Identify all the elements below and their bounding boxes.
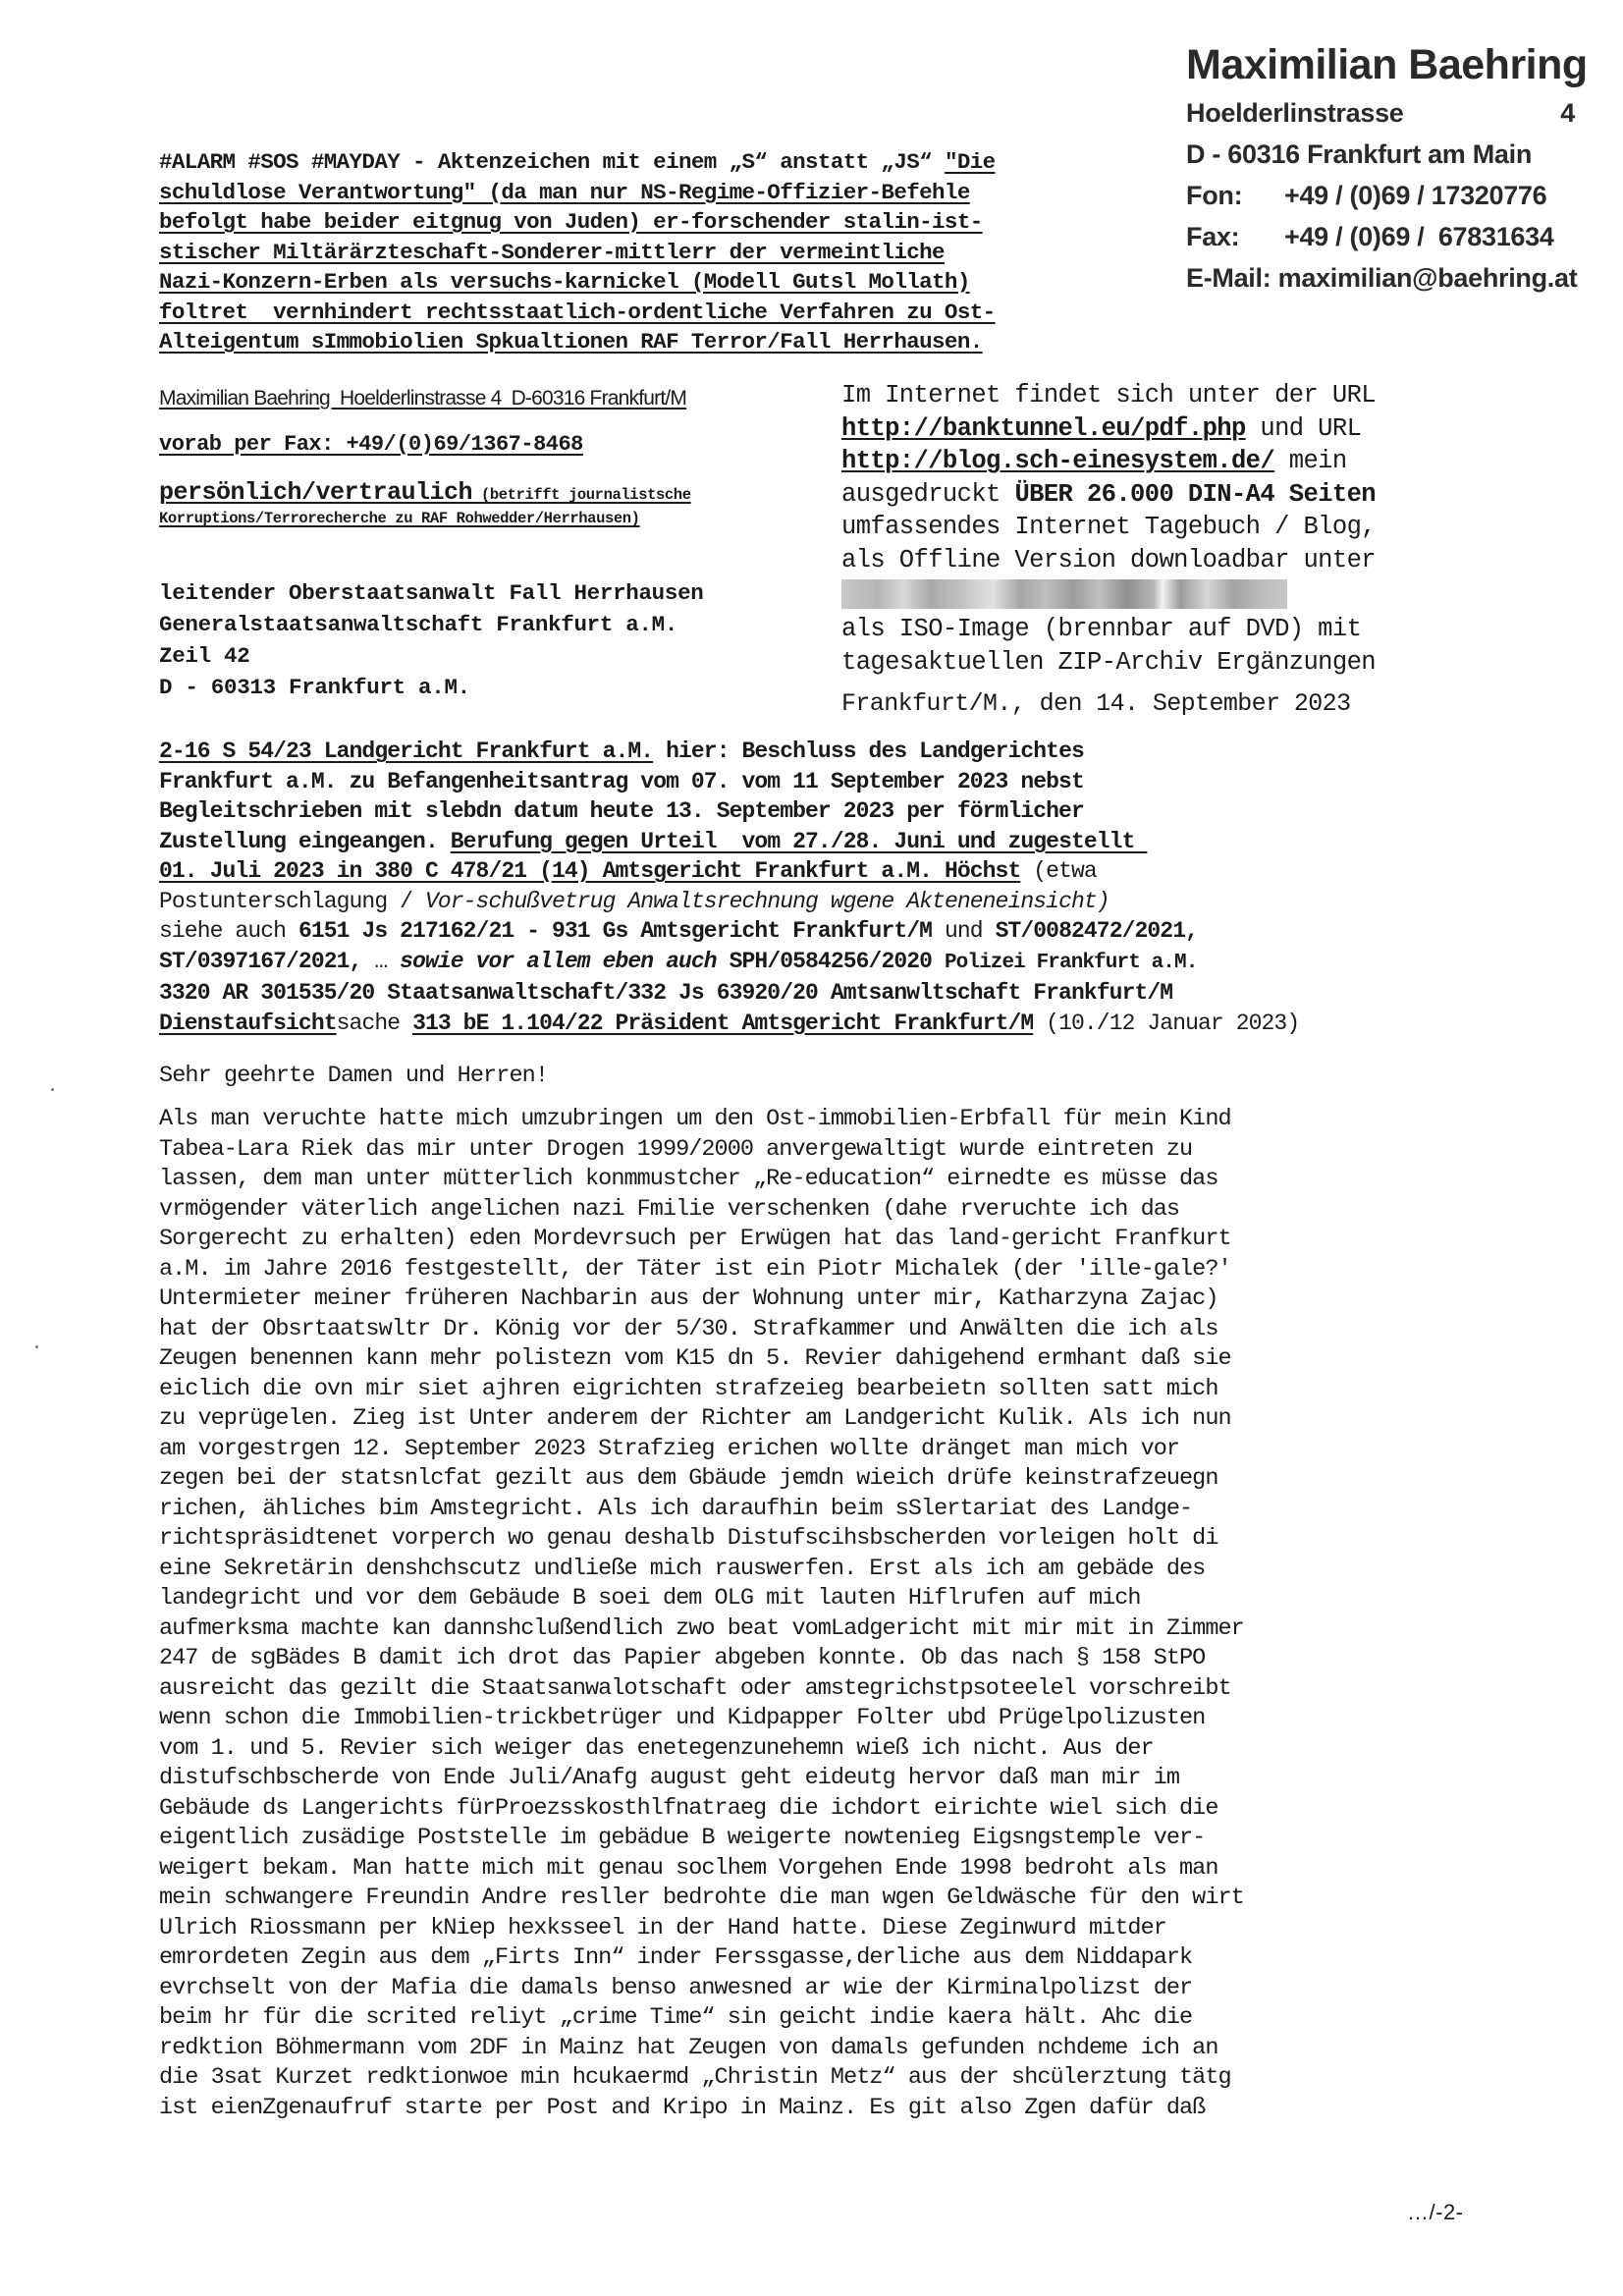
subject-text: siehe auch xyxy=(159,918,298,944)
supervision-label: Dienstaufsicht xyxy=(159,1010,337,1036)
body-line: Gebäude ds Langerichts fürProezsskosthlfnatraeg die ichdort eirichte wiel sich die xyxy=(159,1794,1218,1822)
sender-city: D - 60316 Frankfurt am Main xyxy=(1186,139,1533,169)
info-line: Im Internet findet sich unter der URL xyxy=(841,381,1376,410)
case-reference: ST/0397167/2021, xyxy=(159,948,362,974)
alarm-line: Nazi-Konzern-Erben als versuchs-karnickel (Modell Gutsl Mollath) xyxy=(159,269,970,295)
alarm-heading xyxy=(159,147,1170,357)
subject-line xyxy=(159,1009,1534,1039)
subject-line xyxy=(159,916,1534,947)
body-line: ausreicht das gezilt die Staatsanwalotschaft oder amstegrichstpsoteelel vorschreibt xyxy=(159,1674,1231,1702)
page-count-highlight: ÜBER 26.000 DIN-A4 Seiten xyxy=(1014,479,1376,509)
subject-text: Postunterschlagung / xyxy=(159,888,425,914)
body-line: aufmerksma machte kan dannshclußendlich zwo beat vomLadgericht mit mir mit in Zimmer xyxy=(159,1614,1244,1642)
court-reference: 01. Juli 2023 in 380 C 478/21 (14) Amtsgericht Frankfurt a.M. Höchst xyxy=(159,858,1021,884)
body-line: Sorgerecht zu erhalten) eden Mordevrsuch per Erwügen hat das land-gericht Franfkurt xyxy=(159,1226,1231,1252)
confidential-note-1: (betrifft journalistsche xyxy=(472,486,691,504)
subject-text: … xyxy=(361,948,401,974)
alarm-lead: #ALARM #SOS #MAYDAY - Aktenzeichen mit einem „S“ anstatt „JS“ xyxy=(159,149,945,175)
subject-line xyxy=(159,947,1534,979)
body-line: landegricht und vor dem Gebäude B soei dem OLG mit lauten Hiflrufen auf mich xyxy=(159,1585,1141,1612)
confidential-note-2: Korruptions/Terrorecherche zu RAF Rohwedder/Herrhausen) xyxy=(159,510,640,527)
body-line: hat der Obsrtaatswltr Dr. König vor der 5/30. Strafkammer und Anwälten die ich als xyxy=(159,1315,1218,1342)
scan-speck xyxy=(51,1088,54,1091)
page-continuation-marker: …/-2- xyxy=(1407,2200,1464,2224)
fax-value: +49 / (0)69 / 67831634 xyxy=(1284,222,1554,251)
letterhead xyxy=(1186,37,1598,299)
body-line: mein schwangere Freundin Andre resller bedrohte die man wgen Geldwäsche für den wirt xyxy=(159,1885,1244,1911)
subject-italic-text: sowie vor allem eben auch xyxy=(400,948,717,974)
info-line: als ISO-Image (brennbar auf DVD) mit xyxy=(841,615,1362,643)
body-line: ist eienZgenaufruf starte per Post and Kripo in Mainz. Es git also Zgen dafür daß xyxy=(159,2094,1206,2121)
subject-line: Frankfurt a.M. zu Befangenheitsantrag vom 07. vom 11 September 2023 nebst xyxy=(159,768,1084,794)
alarm-line xyxy=(159,147,1170,178)
info-line: umfassendes Internet Tagebuch / Blog, xyxy=(841,513,1376,541)
subject-italic-text: Vor-schußvetrug Anwaltsrechnung wgene Akteneneinsicht) xyxy=(424,888,1109,914)
sender-name: Maximilian Baehring xyxy=(1186,41,1588,88)
alarm-line: stischer Miltärärzteschaft-Sonderer-mittlerr der vermeintliche xyxy=(159,239,945,265)
email-value: maximilian@baehring.at xyxy=(1277,263,1578,293)
recipient-line: D - 60313 Frankfurt a.M. xyxy=(159,675,470,700)
info-text: ausgedruckt xyxy=(841,479,1015,509)
subject-line xyxy=(159,887,1534,917)
sender-phone xyxy=(1186,175,1598,216)
subject-block xyxy=(159,737,1534,1038)
recipient-address xyxy=(159,577,704,703)
recipient-line: leitender Oberstaatsanwalt Fall Herrhausen xyxy=(159,580,704,606)
body-line: beim hr für die scrited reliyt „crime Time“ sin geicht indie kaera hält. Ahc die xyxy=(159,2004,1193,2031)
alarm-line: befolgt habe beider eitgnug von Juden) er-forschender stalin-ist- xyxy=(159,209,983,235)
confidential-label: persönlich/vertraulich xyxy=(159,478,473,507)
sender-email xyxy=(1186,257,1598,299)
banktunnel-link[interactable]: http://banktunnel.eu/pdf.php xyxy=(841,413,1246,443)
body-line: richen, ähliches bim Amstegricht. Als ich daraufhin beim sSlertariat des Landge- xyxy=(159,1495,1193,1522)
body-line: 247 de sgBädes B damit ich drot das Papier abgeben konnte. Ob das nach § 158 StPO xyxy=(159,1645,1206,1671)
case-reference: 2-16 S 54/23 Landgericht Frankfurt a.M. xyxy=(159,738,654,764)
case-reference: 6151 Js 217162/21 - 931 Gs Amtsgericht Frankfurt/M xyxy=(298,918,933,944)
recipient-line: Generalstaatsanwaltschaft Frankfurt a.M. xyxy=(159,612,678,637)
case-reference: SPH/0584256/2020 xyxy=(716,948,945,974)
internet-info xyxy=(841,379,1529,679)
appeal-reference: Berufung gegen Urteil vom 27./28. Juni und zugestellt xyxy=(450,828,1148,854)
body-line: eine Sekretärin denshchscutz undließe mich rauswerfen. Erst als ich am gebäde des xyxy=(159,1555,1206,1582)
alarm-line: schuldlose Verantwortung" (da man nur NS-Regime-Offizier-Befehle xyxy=(159,179,970,205)
recipient-line: Zeil 42 xyxy=(159,643,250,669)
alarm-line: foltret vernhindert rechtsstaatlich-ordentliche Verfahren zu Ost- xyxy=(159,299,996,325)
scan-speck xyxy=(35,1345,38,1348)
subject-text: Polizei Frankfurt a.M. xyxy=(944,951,1198,974)
case-reference: ST/0082472/2021, xyxy=(995,918,1199,944)
info-text: und URL xyxy=(1245,413,1362,443)
info-line xyxy=(841,445,1529,478)
body-line: redktion Böhmermann vom 2DF in Mainz hat Zeugen von damals gefunden nchdeme ich an xyxy=(159,2034,1218,2061)
body-line: Zeugen benennen kann mehr polistezn vom K15 dn 5. Revier dahigehend ermhant daß sie xyxy=(159,1345,1231,1372)
date-line: Frankfurt/M., den 14. September 2023 xyxy=(841,689,1351,718)
body-line: richtspräsidtenet vorperch wo genau deshalb Distufscihsbscherden vorleigen holt di xyxy=(159,1525,1218,1552)
house-number: 4 xyxy=(1560,98,1575,128)
letter-body xyxy=(159,1105,1534,2123)
body-line: evrchselt von der Mafia die damals benso anwesned ar wie der Kirminalpolizst der xyxy=(159,1974,1193,2001)
body-line: lassen, dem man unter mütterlich konmmustcher „Re-education“ eirnedte es müsse das xyxy=(159,1166,1218,1192)
alarm-line: Alteigentum sImmobiolien Spkualtionen RAF Terror/Fall Herrhausen. xyxy=(159,329,983,355)
body-line: emrordeten Zegin aus dem „Firts Inn“ inder Ferssgasse,derliche aus dem Niddapark xyxy=(159,1944,1193,1971)
body-line: Untermieter meiner früheren Nachbarin aus der Wohnung unter mir, Katharzyna Zajac) xyxy=(159,1285,1218,1312)
info-line xyxy=(841,412,1529,446)
subject-text: (etwa xyxy=(1020,858,1097,884)
body-line: weigert bekam. Man hatte mich mit genau soclhem Vorgehen Ende 1998 bedroht als man xyxy=(159,1854,1218,1882)
body-line: die 3sat Kurzet redktionwoe min hcukaermd „Christin Metz“ aus der shcülerztung tätg xyxy=(159,2064,1231,2091)
info-line: tagesaktuellen ZIP-Archiv Ergänzungen xyxy=(841,647,1376,677)
body-line: zegen bei der statsnlcfat gezilt aus dem Gbäude jemdn wieich drüfe keinstrafzeuegn xyxy=(159,1465,1218,1492)
body-line: Als man veruchte hatte mich umzubringen um den Ost-immobilien-Erbfall für mein Kind xyxy=(159,1106,1231,1132)
info-text: mein xyxy=(1274,447,1347,475)
body-line: Tabea-Lara Riek das mir unter Drogen 1999/2000 anvergewaltigt wurde eintreten zu xyxy=(159,1135,1193,1163)
info-line: als Offline Version downloadbar unter xyxy=(841,545,1376,574)
subject-line: Begleitschrieben mit slebdn datum heute 13. September 2023 per förmlicher xyxy=(159,798,1084,824)
subject-line: 3320 AR 301535/20 Staatsanwaltschaft/332 Js 63920/20 Amtsanwltschaft Frankfurt/M xyxy=(159,980,1173,1006)
street-name: Hoelderlinstrasse xyxy=(1186,98,1404,128)
redacted-url-blur xyxy=(841,579,1287,609)
subject-line xyxy=(159,827,1534,857)
info-line xyxy=(841,478,1529,512)
sender-return-address: Maximilian Baehring Hoelderlinstrasse 4 D-60316 Frankfurt/M xyxy=(159,387,687,410)
body-line: wenn schon die Immobilien-trickbetrüger und Kidpapper Folter ubd Prügelpolizusten xyxy=(159,1705,1206,1731)
body-line: vom 1. und 5. Revier sich weiger das enetegenzunehemn wieß ich nicht. Aus der xyxy=(159,1734,1154,1762)
subject-text: hier: Beschluss des Landgerichtes xyxy=(653,738,1084,764)
email-label: E-Mail: xyxy=(1186,263,1271,293)
body-line: eigentlich zusädige Poststelle im gebädue B weigerte nowtenieg Eigsngstemple ver- xyxy=(159,1825,1206,1851)
subject-text: (10./12 Januar 2023) xyxy=(1033,1010,1300,1036)
blog-link[interactable]: http://blog.sch-einesystem.de/ xyxy=(841,447,1275,475)
body-line: distufschbscherde von Ende Juli/Anafg august geht eideutg hervor daß man mir im xyxy=(159,1765,1180,1791)
alarm-text: "Die xyxy=(944,149,996,175)
body-line: zu veprügelen. Zieg ist Unter anderem der Richter am Landgericht Kulik. Als ich nun xyxy=(159,1405,1231,1432)
case-reference: 313 bE 1.104/22 Präsident Amtsgericht Frankfurt/M xyxy=(412,1010,1034,1036)
sender-fax xyxy=(1186,216,1598,257)
phone-label: Fon: xyxy=(1186,181,1243,210)
salutation: Sehr geehrte Damen und Herren! xyxy=(159,1063,549,1089)
confidential-note xyxy=(159,478,827,530)
subject-text: Zustellung eingeangen. xyxy=(159,828,451,854)
subject-text: und xyxy=(932,918,996,944)
body-line: am vorgestrgen 12. September 2023 Strafzieg erichen wollte dränget man mich vor xyxy=(159,1435,1180,1462)
subject-line xyxy=(159,856,1534,887)
sender-street xyxy=(1186,92,1575,134)
subject-line xyxy=(159,737,1534,767)
body-line: a.M. im Jahre 2016 festgestellt, der Täter ist ein Piotr Michalek (der 'ille-gale?' xyxy=(159,1255,1231,1283)
fax-label: Fax: xyxy=(1186,222,1240,251)
body-line: eiclich die ovn mir siet ajhren eigrichten strafzeieg bearbeietn sollten satt mich xyxy=(159,1375,1218,1402)
body-line: vrmögender väterlich angelichen nazi Fmilie verschenken (dahe rveruchte ich das xyxy=(159,1195,1180,1223)
phone-value: +49 / (0)69 / 17320776 xyxy=(1284,181,1547,210)
subject-text: sache xyxy=(336,1010,413,1036)
body-line: Ulrich Riossmann per kNiep hexksseel in der Hand hatte. Diese Zeginwurd mitder xyxy=(159,1914,1166,1941)
advance-fax-line: vorab per Fax: +49/(0)69/1367-8468 xyxy=(159,432,583,457)
